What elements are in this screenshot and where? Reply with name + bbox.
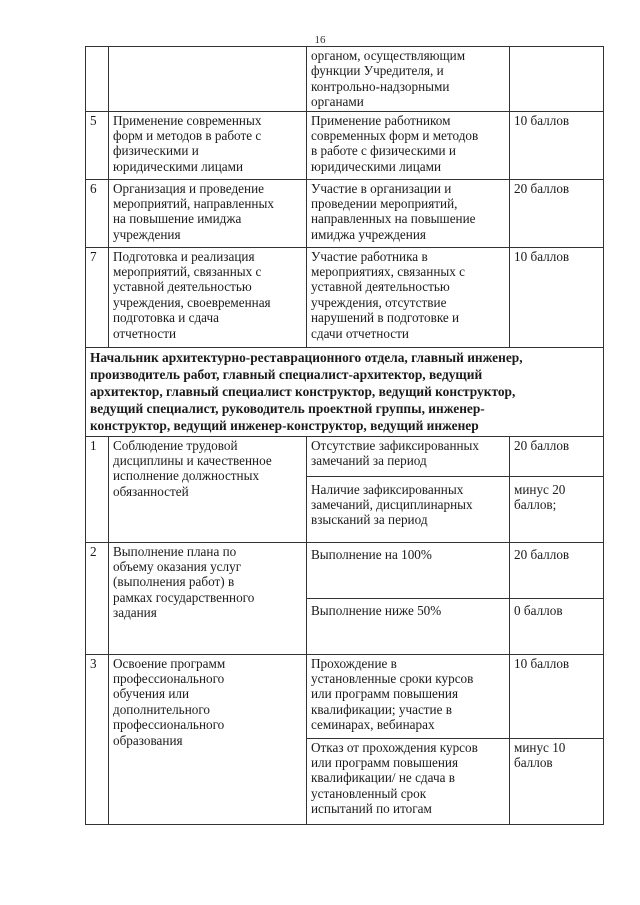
row-number: 2 (86, 542, 109, 654)
score-cell-line: баллов; (514, 497, 557, 513)
section-header-line: ведущий специалист, руководитель проектной группы, инженер- (90, 401, 485, 417)
condition-cell (307, 179, 510, 247)
condition-cell-line: имиджа учреждения (311, 226, 426, 242)
criterion-cell-line: уставной деятельностью (113, 279, 252, 295)
criterion-cell-line: исполнение должностных (113, 468, 260, 484)
section-header-line: архитектор, главный специалист конструктор, ведущий конструктор, (90, 384, 516, 400)
row-number: 7 (86, 247, 109, 347)
criterion-cell-line: образования (113, 732, 183, 748)
criterion-cell-line: объему оказания услуг (113, 559, 242, 575)
condition-cell-line: Отказ от прохождения курсов (311, 739, 478, 755)
criterion-cell-line: форм и методов в работе с (113, 128, 262, 144)
score-cell: 20 баллов (510, 179, 604, 247)
score-cell-line: минус 10 (514, 739, 566, 755)
criterion-cell-line: учреждения, своевременная (113, 294, 271, 310)
condition-cell-line: квалификации; участие в (311, 701, 452, 717)
condition-cell-line: или программ повышения (311, 755, 459, 771)
row-number: 6 (86, 179, 109, 247)
table-row (86, 542, 604, 598)
condition-cell (307, 111, 510, 179)
condition-cell-line: Участие в организации и (311, 180, 452, 196)
score-cell (510, 598, 604, 654)
table-row (86, 436, 604, 476)
table-row (86, 247, 604, 347)
criterion-cell-line: обязанностей (113, 483, 189, 499)
condition-cell (307, 654, 510, 738)
condition-cell (307, 247, 510, 347)
condition-cell-line: органами (311, 94, 364, 110)
condition-cell-line: семинарах, вебинарах (311, 717, 435, 733)
page-number: 16 (314, 34, 326, 46)
score-cell (510, 476, 604, 542)
score-cell-line: баллов (514, 755, 553, 771)
condition-cell-line: уставной деятельностью (311, 279, 450, 295)
condition-cell-line: направленных на повышение (311, 211, 476, 227)
score-cell-line: 20 баллов (514, 546, 570, 562)
condition-cell-line: Прохождение в (311, 655, 397, 671)
score-cell (510, 654, 604, 738)
condition-cell-line: Наличие зафиксированных (311, 481, 464, 497)
criterion-cell-line: Применение современных (113, 112, 262, 128)
section-header-row (86, 347, 604, 436)
condition-cell-line: Выполнение ниже 50% (311, 602, 442, 618)
condition-cell-line: Отсутствие зафиксированных (311, 437, 480, 453)
criterion-cell-line: Освоение программ (113, 655, 226, 671)
condition-cell (307, 436, 510, 476)
score-cell (510, 47, 604, 112)
criterion-cell-line: профессионального (113, 717, 225, 733)
criterion-cell-line: подготовка и сдача (113, 310, 219, 326)
condition-cell-line: учреждения, отсутствие (311, 294, 447, 310)
condition-cell-line: квалификации/ не сдача в (311, 770, 455, 786)
criterion-cell-line: мероприятий, связанных с (113, 264, 262, 280)
criterion-cell-line: рамках государственного (113, 589, 255, 605)
condition-cell (307, 542, 510, 598)
criterion-cell (109, 179, 307, 247)
section-header (86, 347, 604, 436)
criterion-cell (109, 654, 307, 824)
table-row (86, 179, 604, 247)
table-row (86, 111, 604, 179)
criterion-cell (109, 47, 307, 112)
condition-cell-line: мероприятиях, связанных с (311, 264, 465, 280)
section-header-line: Начальник архитектурно-реставрационного отдела, главный инженер, (90, 349, 523, 365)
criterion-cell-line: профессионального (113, 671, 225, 687)
criterion-cell-line: дисциплины и качественное (113, 453, 272, 469)
criterion-cell-line: Выполнение плана по (113, 543, 237, 559)
criterion-cell-line: Подготовка и реализация (113, 248, 255, 264)
score-cell-line: 10 баллов (514, 655, 570, 671)
condition-cell (307, 47, 510, 112)
criterion-cell-line: учреждения (113, 226, 181, 242)
table-row (86, 654, 604, 738)
criterion-cell (109, 542, 307, 654)
condition-cell-line: Применение работником (311, 112, 451, 128)
table-row (86, 47, 604, 112)
condition-cell (307, 738, 510, 824)
score-cell (510, 436, 604, 476)
condition-cell-line: юридическими лицами (311, 158, 442, 174)
condition-cell-line: замечаний за период (311, 453, 427, 469)
score-cell (510, 738, 604, 824)
condition-cell (307, 476, 510, 542)
condition-cell-line: контрольно-надзорными (311, 78, 450, 94)
condition-cell-line: испытаний по итогам (311, 801, 432, 817)
criterion-cell-line: дополнительного (113, 701, 211, 717)
section-header-line: производитель работ, главный специалист-архитектор, ведущий (90, 366, 483, 382)
criterion-cell-line: юридическими лицами (113, 158, 244, 174)
condition-cell-line: в работе с физическими и (311, 143, 456, 159)
score-cell-line: 20 баллов (514, 437, 570, 453)
row-number: 1 (86, 436, 109, 542)
criterion-cell-line: задания (113, 605, 157, 621)
condition-cell-line: взысканий за период (311, 512, 428, 528)
criterion-cell-line: Соблюдение трудовой (113, 437, 238, 453)
condition-cell-line: современных форм и методов (311, 128, 479, 144)
criterion-cell-line: обучения или (113, 686, 190, 702)
score-cell: 10 баллов (510, 247, 604, 347)
row-number: 5 (86, 111, 109, 179)
condition-cell-line: установленный срок (311, 785, 427, 801)
score-cell: 10 баллов (510, 111, 604, 179)
criterion-cell-line: мероприятий, направленных (113, 196, 274, 212)
condition-cell-line: сдачи отчетности (311, 325, 409, 341)
section-header-line: конструктор, ведущий инженер-конструктор, ведущий инженер (90, 418, 479, 434)
row-number (86, 47, 109, 112)
criterion-cell-line: (выполнения работ) в (113, 574, 235, 590)
row-number: 3 (86, 654, 109, 824)
condition-cell-line: установленные сроки курсов (311, 671, 474, 687)
criterion-cell-line: на повышение имиджа (113, 211, 242, 227)
condition-cell-line: Участие работника в (311, 248, 428, 264)
criterion-cell (109, 111, 307, 179)
criterion-cell-line: отчетности (113, 325, 177, 341)
score-cell-line: 0 баллов (514, 602, 563, 618)
score-cell (510, 542, 604, 598)
condition-cell-line: Выполнение на 100% (311, 546, 432, 562)
condition-cell-line: нарушений в подготовке и (311, 310, 460, 326)
condition-cell-line: или программ повышения (311, 686, 459, 702)
condition-cell-line: проведении мероприятий, (311, 196, 458, 212)
condition-cell-line: замечаний, дисциплинарных (311, 497, 473, 513)
criterion-cell-line: Организация и проведение (113, 180, 264, 196)
criteria-table (85, 46, 604, 825)
criterion-cell (109, 436, 307, 542)
criterion-cell-line: физическими и (113, 143, 199, 159)
score-cell-line: минус 20 (514, 481, 566, 497)
criterion-cell (109, 247, 307, 347)
condition-cell-line: органом, осуществляющим (311, 48, 466, 63)
condition-cell (307, 598, 510, 654)
condition-cell-line: функции Учредителя, и (311, 63, 444, 79)
